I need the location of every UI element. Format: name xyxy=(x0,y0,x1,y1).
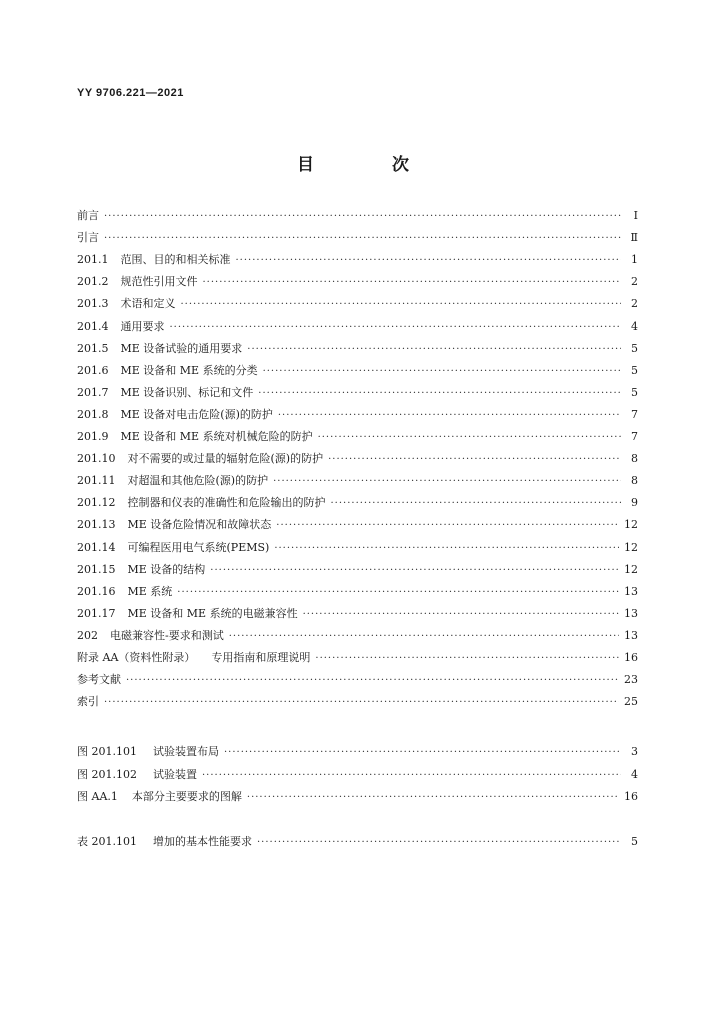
toc-entry-number: 201.3 xyxy=(77,297,109,311)
toc-entry xyxy=(77,539,638,557)
toc-entry-page: 5 xyxy=(631,363,638,377)
toc-entry-label: 索引 xyxy=(77,695,99,709)
toc-entry-page: 13 xyxy=(624,606,638,620)
figure-entry-page: 16 xyxy=(624,790,638,803)
toc-entry-number: 201.5 xyxy=(77,341,109,355)
leader-dots xyxy=(181,296,622,314)
toc-entry xyxy=(77,627,638,645)
toc-entry-number: 201.9 xyxy=(77,430,109,443)
toc-entry-number: 201.13 xyxy=(77,518,116,532)
toc-entry-page: 8 xyxy=(631,452,638,466)
toc-entry-page: 12 xyxy=(624,518,638,532)
figure-entry-label: 本部分主要要求的图解 xyxy=(131,790,242,803)
toc-entry-page: 4 xyxy=(631,319,638,333)
figure-entry-page: 4 xyxy=(631,767,638,781)
table-entry-page: 5 xyxy=(631,835,638,848)
toc-entry-label: ME 设备和 ME 系统的电磁兼容性 xyxy=(127,606,298,620)
toc-entry-label: 前言 xyxy=(77,209,99,222)
leader-dots xyxy=(126,672,619,690)
leader-dots xyxy=(274,540,619,558)
toc-entry xyxy=(77,207,638,225)
leader-dots xyxy=(224,744,621,762)
toc-entry-page: Ⅱ xyxy=(630,231,638,245)
toc-entry xyxy=(77,450,638,468)
table-entry-number: 表 201.101 xyxy=(77,835,137,848)
toc-entry-label: 规范性引用文件 xyxy=(120,275,198,289)
toc-entry-page: 9 xyxy=(631,496,638,510)
toc-entry-label: ME 设备危险情况和故障状态 xyxy=(127,518,272,532)
toc-entry-label: 控制器和仪表的准确性和危险输出的防护 xyxy=(127,496,326,510)
toc-entry xyxy=(77,362,638,380)
leader-dots xyxy=(247,341,621,359)
toc-entry xyxy=(77,428,638,446)
figure-entry-label: 试验装置 xyxy=(152,767,197,781)
leader-dots xyxy=(236,252,622,270)
figure-entry-page: 3 xyxy=(631,745,638,758)
toc-entry xyxy=(77,406,638,424)
leader-dots xyxy=(328,451,621,469)
toc-entry-page: 16 xyxy=(624,651,638,664)
standard-number: YY 9706.221—2021 xyxy=(77,87,184,99)
leader-dots xyxy=(247,789,619,807)
toc-entry-number: 201.12 xyxy=(77,496,116,510)
toc-entry-label: 参考文献 xyxy=(77,673,121,687)
toc-entry-number: 201.11 xyxy=(77,474,116,488)
toc-entry-page: 12 xyxy=(624,540,638,554)
table-entry xyxy=(77,833,638,851)
figure-entry-number: 图 201.101 xyxy=(77,745,137,758)
toc-entry xyxy=(77,693,638,711)
leader-dots xyxy=(104,230,621,248)
leader-dots xyxy=(257,834,621,852)
toc-entry-label: 对超温和其他危险(源)的防护 xyxy=(127,474,269,488)
toc-entry-page: Ⅰ xyxy=(633,209,638,222)
toc-entry-page: 7 xyxy=(631,407,638,421)
toc-entry-number: 201.8 xyxy=(77,407,109,421)
toc-entry-page: 12 xyxy=(624,562,638,576)
leader-dots xyxy=(258,385,621,403)
toc-entry xyxy=(77,583,638,601)
figure-entry-number: 图 201.102 xyxy=(77,767,137,781)
leader-dots xyxy=(318,429,621,447)
figure-entry xyxy=(77,788,638,806)
toc-entry-number: 201.2 xyxy=(77,275,109,289)
toc-entry xyxy=(77,516,638,534)
toc-entry-page: 5 xyxy=(631,385,638,399)
toc-entry-page: 1 xyxy=(631,253,638,267)
toc-entry xyxy=(77,295,638,313)
toc-entry-label: 范围、目的和相关标准 xyxy=(120,253,231,267)
toc-entry-page: 23 xyxy=(624,673,638,687)
toc-entry-label: 对不需要的或过量的辐射危险(源)的防护 xyxy=(127,452,324,466)
toc-entry-page: 2 xyxy=(631,275,638,289)
leader-dots xyxy=(303,606,619,624)
toc-entry-label: ME 设备和 ME 系统对机械危险的防护 xyxy=(120,430,313,443)
toc-entry-page: 8 xyxy=(631,474,638,488)
toc-entry-label: ME 设备的结构 xyxy=(127,562,206,576)
toc-entry xyxy=(77,229,638,247)
leader-dots xyxy=(331,495,622,513)
toc-entry-number: 201.6 xyxy=(77,363,109,377)
toc-entry-label: 术语和定义 xyxy=(120,297,176,311)
leader-dots xyxy=(104,694,619,712)
toc-entry-label: ME 系统 xyxy=(127,584,173,598)
leader-dots xyxy=(203,274,622,292)
table-entry-label: 增加的基本性能要求 xyxy=(152,835,252,848)
toc-entry xyxy=(77,605,638,623)
toc-entry xyxy=(77,273,638,291)
toc-entry-number: 附录 AA（资料性附录） xyxy=(77,651,196,664)
toc-entry-page: 13 xyxy=(624,584,638,598)
toc-entry-page: 25 xyxy=(624,695,638,709)
leader-dots xyxy=(170,319,622,337)
toc-entry-page: 13 xyxy=(624,628,638,642)
toc-entry-page: 2 xyxy=(631,297,638,311)
toc-entry-number: 202 xyxy=(77,628,98,642)
toc-entry-label: ME 设备识别、标记和文件 xyxy=(120,385,254,399)
toc-entry-label: 通用要求 xyxy=(120,319,165,333)
toc-entry xyxy=(77,671,638,689)
toc-entry xyxy=(77,649,638,667)
toc-entry-number: 201.14 xyxy=(77,540,116,554)
toc-entry-page: 7 xyxy=(631,430,638,443)
toc-entry-label: 可编程医用电气系统(PEMS) xyxy=(127,540,270,554)
toc-entry xyxy=(77,384,638,402)
toc-entry xyxy=(77,318,638,336)
leader-dots xyxy=(278,407,621,425)
toc-entry xyxy=(77,340,638,358)
toc-entry-page: 5 xyxy=(631,341,638,355)
toc-entry-number: 201.16 xyxy=(77,584,116,598)
toc-entry xyxy=(77,561,638,579)
leader-dots xyxy=(177,584,619,602)
figure-entry xyxy=(77,766,638,784)
figure-entry-label: 试验装置布局 xyxy=(152,745,219,758)
toc-entry-number: 201.1 xyxy=(77,253,109,267)
toc-entry xyxy=(77,494,638,512)
toc-entry xyxy=(77,472,638,490)
leader-dots xyxy=(276,517,619,535)
toc-entry xyxy=(77,251,638,269)
toc-entry-label: ME 设备试验的通用要求 xyxy=(120,341,243,355)
toc-entry-label: 引言 xyxy=(77,231,99,245)
figure-entry xyxy=(77,743,638,761)
toc-entry-number: 201.17 xyxy=(77,606,116,620)
toc-entry-label: ME 设备对电击危险(源)的防护 xyxy=(120,407,273,421)
toc-entry-label: 专用指南和原理说明 xyxy=(211,651,311,664)
toc-entry-number: 201.10 xyxy=(77,452,116,466)
toc-entry-number: 201.15 xyxy=(77,562,116,576)
toc-entry-number: 201.7 xyxy=(77,385,109,399)
leader-dots xyxy=(263,363,621,381)
toc-entry-label: ME 设备和 ME 系统的分类 xyxy=(120,363,258,377)
leader-dots xyxy=(210,562,619,580)
page-title: 目 次 xyxy=(297,155,445,175)
leader-dots xyxy=(202,767,621,785)
figure-entry-number: 图 AA.1 xyxy=(77,790,118,803)
leader-dots xyxy=(273,473,621,491)
toc-entry-number: 201.4 xyxy=(77,319,109,333)
leader-dots xyxy=(315,650,619,668)
leader-dots xyxy=(229,628,619,646)
toc-entry-label: 电磁兼容性-要求和测试 xyxy=(110,628,224,642)
leader-dots xyxy=(104,208,621,226)
